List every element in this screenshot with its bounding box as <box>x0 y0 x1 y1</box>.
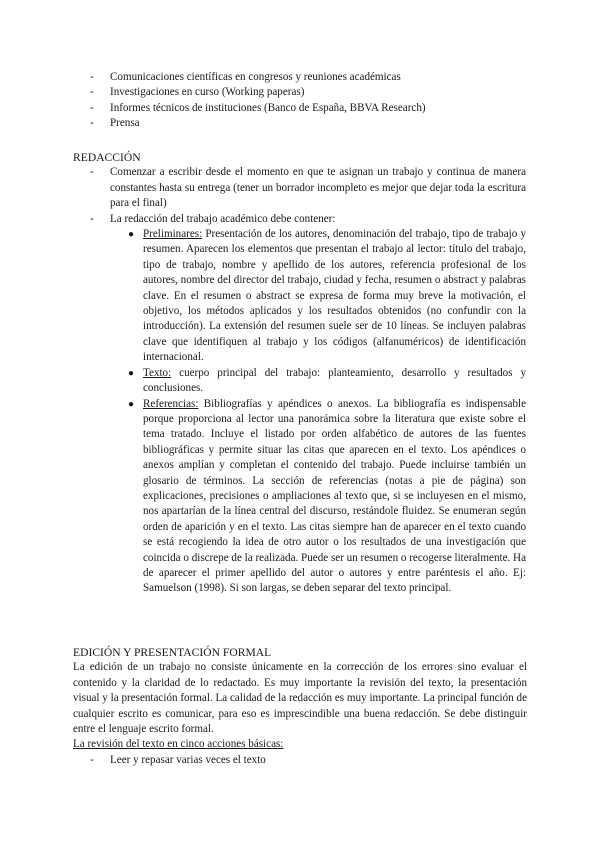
redaccion-section <box>73 150 600 597</box>
redaccion-list <box>73 165 600 227</box>
edicion-list <box>73 753 600 768</box>
item-label: Preliminares: <box>143 228 203 241</box>
item-label: Texto: <box>143 366 172 379</box>
section-heading-edicion: EDICIÓN Y PRESENTACIÓN FORMAL <box>73 646 272 659</box>
list-item: - Leer y repasar varias veces el texto <box>90 753 266 766</box>
list-item: - Informes técnicos de instituciones (Banco de España, BBVA Research) <box>90 101 426 114</box>
list-item: - Investigaciones en curso (Working paperas) <box>90 86 305 99</box>
sublist-item-texto: ● Texto: cuerpo principal del trabajo: planteamiento, desarrollo y resultados y conclusiones. <box>128 366 526 395</box>
top-list-section <box>73 70 600 132</box>
section-heading-redaccion: REDACCIÓN <box>73 151 141 164</box>
edicion-section <box>73 645 527 768</box>
sublist-item-referencias: ● Referencias: Bibliografías y apéndices o anexos. La bibliografía es indispensable porque proporciona al lector una panorámica sobre la literatura que existe sobre el tema tratado. Incluye el listado por orden alfabético de autores de las fuentes bibliográficas y permite situar las citas que aparecen en el texto. Los apéndices o anexos amplían y completan el contenido del trabajo. Puede incluirse también un glosario de términos. La sección de referencias (notas a pie de página) son explicaciones, precisiones o ampliaciones al texto que, si se incluyesen en el mismo, nos apartarían de la línea central del discurso, restándole fluidez. Se enumeran según orden de aparición y en el texto. Las citas siempre han de aparecer en el texto cuando se está recogiendo la idea de otro autor o los resultados de una investigación que coincida o discrepe de la realizada. Puede ser un resumen o recogerse literalmente. Ha de aparecer el primer apellido del autor o autores y entre paréntesis el año. Ej: Samuelson (1998). Si son largas, se deben separar del texto principal. <box>128 397 526 595</box>
item-label: Referencias: <box>143 397 199 410</box>
redaccion-sublist <box>73 227 600 597</box>
edicion-subheading: La revisión del texto en cinco acciones básicas: <box>73 738 284 751</box>
list-item: - Prensa <box>90 117 140 130</box>
edicion-paragraph: La edición de un trabajo no consiste únicamente en la corrección de los errores sino evaluar el contenido y la claridad de lo redactado. Es muy importante la revisión del texto, la presentación visual y la presentación formal. La calidad de la redacción es muy importante. La principal función de cualquier escrito es comunicar, para eso es imprescindible una buena redacción. Se debe distinguir entre el lenguaje escrito formal. <box>73 661 527 736</box>
list-item: - Comunicaciones científicas en congresos y reuniones académicas <box>90 71 401 83</box>
list-item: - Comenzar a escribir desde el momento en que te asignan un trabajo y continua de manera constantes hasta su entrega (tener un borrador incompleto es mejor que dejar toda la escritura para el final) <box>90 166 526 210</box>
list-item: - La redacción del trabajo académico debe contener: <box>90 212 336 225</box>
top-list <box>73 70 600 132</box>
sublist-item-preliminares: ● Preliminares: Presentación de los autores, denominación del trabajo, tipo de trabajo y resumen. Aparecen los elementos que presentan el trabajo al lector: título del trabajo, tipo de trabajo, nombre y apellido de los autores, referencia profesional de los autores, nombre del director del trabajo, ciudad y fecha, resumen o abstract y palabras clave. En el resumen o abstract se expresa de forma muy breve la motivación, el objetivo, los métodos aplicados y los resultados obtenidos (no confundir con la introducción). La extensión del resumen suele ser de 10 líneas. Se incluyen palabras clave que identifiquen al trabajo y los códigos (alfanuméricos) de identificación internacional. <box>128 228 526 364</box>
